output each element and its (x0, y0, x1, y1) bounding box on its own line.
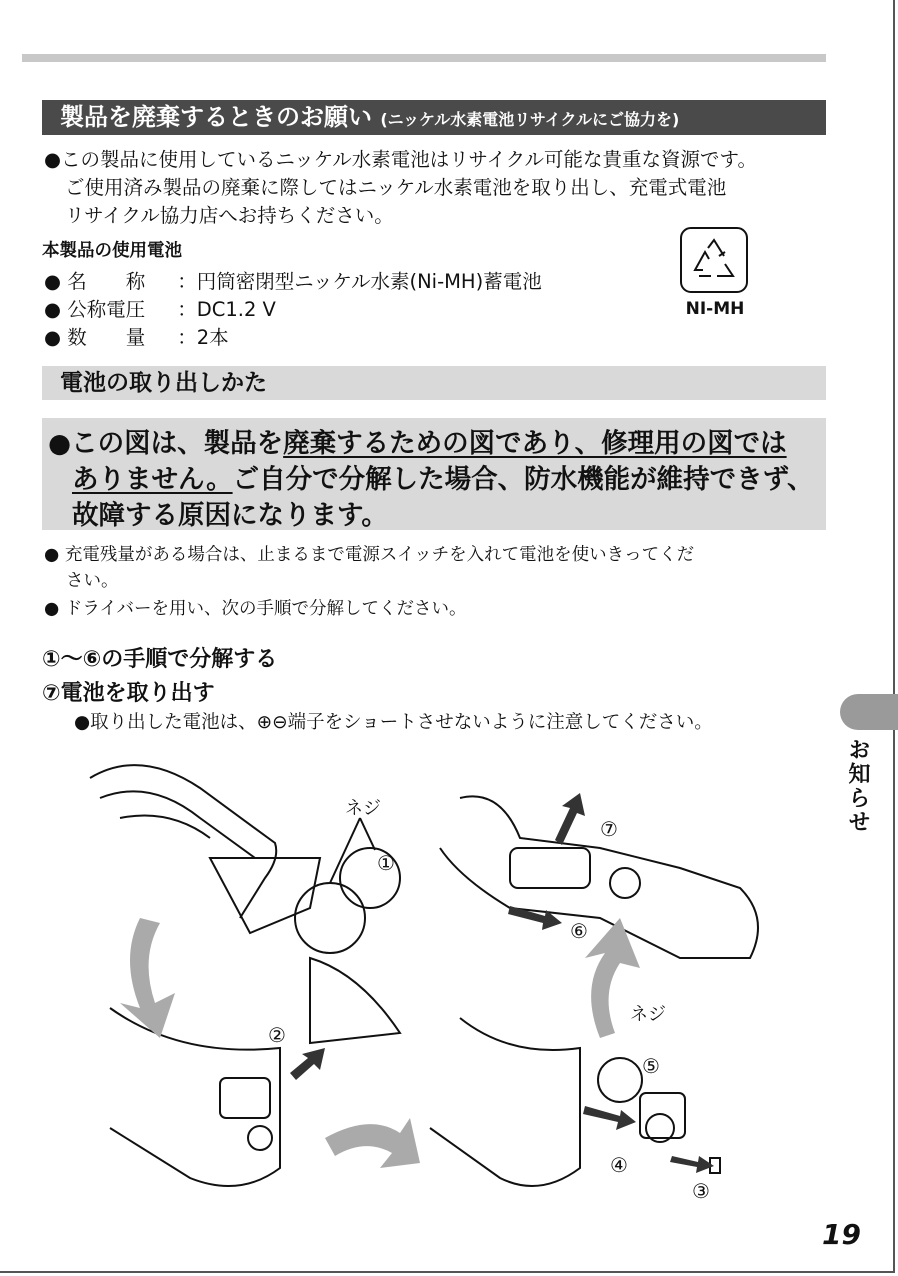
step-7-note: ●取り出した電池は、⊕⊖端子をショートさせないように注意してください。 (74, 712, 713, 733)
svg-text:ネジ: ネジ (630, 1004, 666, 1025)
svg-text:⑤: ⑤ (642, 1054, 660, 1078)
bullet: ● (44, 148, 62, 171)
note-1: ● 充電残量がある場合は、止まるまで電源スイッチを入れて電池を使いきってくだ (44, 545, 695, 565)
side-tab-label: お知らせ (845, 738, 870, 834)
svg-text:ネジ: ネジ (345, 798, 381, 819)
disposal-text: ●この製品に使用しているニッケル水素電池はリサイクル可能な貴重な資源です。 ご使用済み製品の廃棄に際してはニッケル水素電池を取り出し、充電式電池 リサイクル協力店へお持ちください。 (44, 148, 757, 227)
svg-text:⑦: ⑦ (600, 817, 618, 841)
disassembly-illustration (80, 758, 800, 1208)
note-1-cont: さい。 (66, 571, 119, 591)
warning-line-1: ●この図は、製品を廃棄するための図であり、修理用の図では (48, 428, 787, 459)
warning-box (42, 418, 826, 530)
side-tab (840, 694, 898, 730)
note-2: ● ドライバーを用い、次の手順で分解してください。 (44, 599, 467, 619)
spec-qty: ● 数 量 ：2本 (44, 326, 229, 349)
svg-text:②: ② (268, 1023, 286, 1047)
removal-heading: 電池の取り出しかた (42, 366, 826, 400)
disassembly-figure (80, 758, 800, 1208)
recycle-mark (679, 226, 751, 322)
svg-text:①: ① (377, 851, 395, 875)
warning-line-2: ありません。ご自分で分解した場合、防水機能が維持できず、 (72, 464, 814, 495)
step-7: ⑦電池を取り出す (42, 681, 215, 706)
warning-line-3: 故障する原因になります。 (72, 500, 388, 531)
step-1-6: ①〜⑥の手順で分解する (42, 647, 278, 672)
svg-text:NI-MH: NI-MH (685, 299, 745, 319)
spec-name: ● 名 称 ：円筒密閉型ニッケル水素(Ni-MH)蓄電池 (44, 270, 542, 293)
svg-text:③: ③ (692, 1179, 710, 1203)
page-number: 19 (822, 1218, 861, 1251)
recycle-icon (679, 226, 751, 322)
spec-voltage: ● 公称電圧 ：DC1.2 V (44, 298, 276, 321)
battery-title: 本製品の使用電池 (42, 241, 182, 261)
svg-text:⑥: ⑥ (570, 919, 588, 943)
top-rule (22, 54, 826, 62)
disposal-heading: 製品を廃棄するときのお願い (ニッケル水素電池リサイクルにご協力を) (42, 100, 826, 135)
svg-text:④: ④ (610, 1153, 628, 1177)
